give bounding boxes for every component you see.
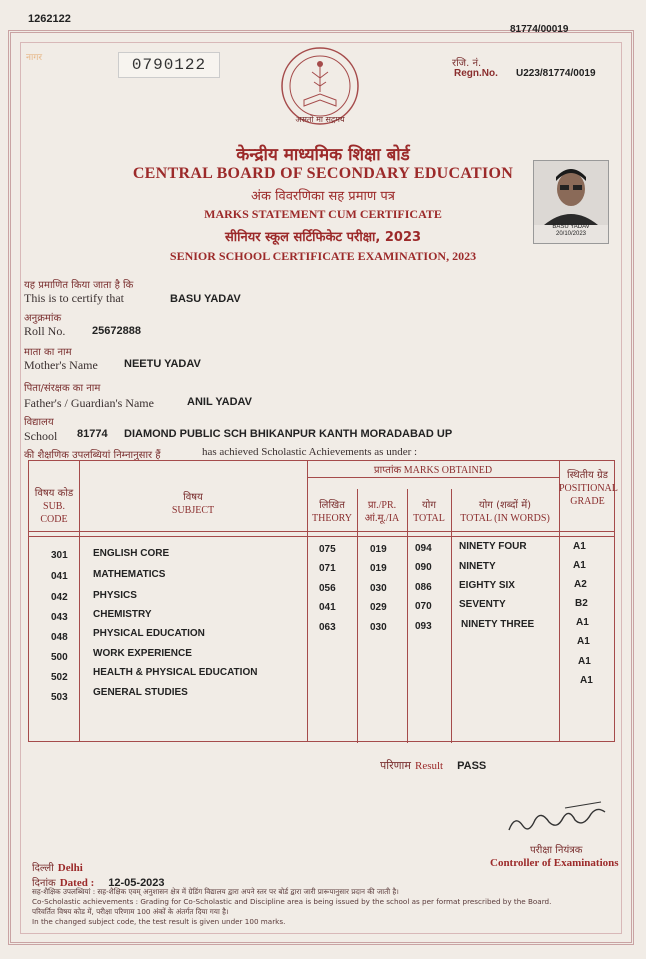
row-grade: A1 bbox=[573, 560, 586, 571]
row-code: 500 bbox=[51, 652, 68, 663]
row-practical: 030 bbox=[370, 622, 387, 633]
row-total: 093 bbox=[415, 621, 432, 632]
header-total: योग TOTAL bbox=[413, 500, 445, 524]
row-total: 070 bbox=[415, 601, 432, 612]
achievement-label-hindi: की शैक्षणिक उपलब्धियां निम्नानुसार हैं bbox=[24, 450, 161, 461]
achievement-label: has achieved Scholastic Achievements as under : bbox=[202, 446, 418, 458]
certify-label: This is to certify that bbox=[24, 291, 124, 305]
footnotes bbox=[32, 887, 632, 927]
row-practical: 030 bbox=[370, 583, 387, 594]
mother-label: Mother's Name bbox=[24, 358, 98, 372]
row-theory: 075 bbox=[319, 544, 336, 555]
marks-table bbox=[28, 460, 618, 742]
row-total: 094 bbox=[415, 543, 432, 554]
row-grade: A1 bbox=[580, 675, 593, 686]
header-total-words: योग (शब्दों में) TOTAL (IN WORDS) bbox=[460, 500, 550, 524]
row-total-words: SEVENTY bbox=[459, 599, 506, 610]
controller-signature bbox=[505, 800, 615, 840]
note-hindi-1: सह-शैक्षिक उपलब्धियां : सह-शैक्षिक एवम् अनुशासन क्षेत्र में ग्रेडिंग विद्यालय द्वारा अपने स्तर पर बोर्ड द्वारा जारी प्रारूपानुसार प्रदान की जाती है। bbox=[32, 887, 399, 896]
controller-title: Controller of Examinations bbox=[490, 857, 619, 869]
result-value: PASS bbox=[457, 760, 487, 772]
certify-label-hindi: यह प्रमाणित किया जाता है कि bbox=[24, 280, 134, 291]
row-code: 503 bbox=[51, 692, 68, 703]
row-subject: ENGLISH CORE bbox=[93, 548, 170, 559]
dated-row: दिनांक Dated : 12-05-2023 bbox=[32, 877, 165, 889]
row-total-words: NINETY FOUR bbox=[459, 541, 527, 552]
row-code: 043 bbox=[51, 612, 68, 623]
student-portrait-icon bbox=[534, 161, 608, 225]
exam-title: SENIOR SCHOOL CERTIFICATE EXAMINATION, 2023 bbox=[169, 249, 477, 263]
row-subject: WORK EXPERIENCE bbox=[93, 648, 192, 659]
top-right-number: 81774/00019 bbox=[510, 24, 569, 35]
father-label-hindi: पिता/संरक्षक का नाम bbox=[24, 383, 101, 394]
board-name: CENTRAL BOARD OF SECONDARY EDUCATION bbox=[132, 165, 514, 182]
mother-name: NEETU YADAV bbox=[124, 358, 201, 370]
header-practical: प्रा./PR. आं.मू./IA bbox=[364, 500, 400, 524]
place: दिल्ली Delhi bbox=[32, 862, 83, 874]
row-code: 048 bbox=[51, 632, 68, 643]
row-practical: 029 bbox=[370, 602, 387, 613]
row-theory: 071 bbox=[319, 563, 336, 574]
school-name: DIAMOND PUBLIC SCH BHIKANPUR KANTH MORADABAD UP bbox=[124, 428, 453, 440]
regn-number: U223/81774/0019 bbox=[516, 68, 596, 79]
row-subject: PHYSICAL EDUCATION bbox=[93, 628, 205, 639]
father-name: ANIL YADAV bbox=[187, 396, 253, 408]
row-subject: PHYSICS bbox=[93, 590, 137, 601]
issue-date: 12-05-2023 bbox=[108, 877, 165, 889]
row-grade: A1 bbox=[576, 617, 589, 628]
note-english-2: In the changed subject code, the test result is given under 100 marks. bbox=[32, 917, 286, 926]
board-name-hindi: केन्द्रीय माध्यमिक शिक्षा बोर्ड bbox=[236, 145, 410, 165]
row-theory: 041 bbox=[319, 602, 336, 613]
top-left-number: 1262122 bbox=[28, 13, 71, 25]
note-english-1: Co-Scholastic achievements : Grading for Co-Scholastic and Discipline area is being issued by the school as per format prescribed by the Board. bbox=[32, 897, 552, 906]
school-code: 81774 bbox=[77, 428, 108, 440]
regn-label-hindi: रजि. नं. bbox=[452, 58, 482, 69]
row-subject: GENERAL STUDIES bbox=[93, 687, 188, 698]
row-total-words: NINETY THREE bbox=[461, 619, 535, 630]
student-photo bbox=[533, 160, 609, 244]
row-code: 301 bbox=[51, 550, 68, 561]
row-total: 090 bbox=[415, 562, 432, 573]
faint-stamp: नागर bbox=[26, 52, 43, 62]
note-hindi-2: परिवर्तित विषय कोड में, परीक्षा परिणाम 100 अंकों के अंतर्गत दिया गया है। bbox=[32, 907, 229, 916]
header-sub-code: विषय कोड SUB. CODE bbox=[34, 488, 74, 525]
father-label: Father's / Guardian's Name bbox=[24, 396, 154, 410]
student-name: BASU YADAV bbox=[170, 293, 241, 305]
cert-title-hindi: अंक विवरणिका सह प्रमाण पत्र bbox=[251, 189, 395, 204]
header-marks-obtained: प्राप्तांक MARKS OBTAINED bbox=[373, 465, 493, 476]
row-code: 502 bbox=[51, 672, 68, 683]
result-row: परिणाम Result PASS bbox=[380, 759, 487, 772]
mother-label-hindi: माता का नाम bbox=[24, 347, 72, 358]
row-grade: B2 bbox=[575, 598, 588, 609]
regn-label: Regn.No. bbox=[454, 68, 498, 79]
exam-title-hindi: सीनियर स्कूल सर्टिफिकेट परीक्षा, 2023 bbox=[224, 230, 422, 245]
serial-number: 0790122 bbox=[118, 52, 220, 78]
controller-hindi: परीक्षा नियंत्रक bbox=[530, 845, 583, 856]
row-practical: 019 bbox=[370, 544, 387, 555]
roll-label: Roll No. bbox=[24, 324, 66, 338]
header-subject: विषय SUBJECT bbox=[171, 492, 215, 516]
row-total-words: EIGHTY SIX bbox=[459, 580, 515, 591]
cert-title: MARKS STATEMENT CUM CERTIFICATE bbox=[204, 207, 442, 221]
logo-motto: असतो मा सद्गमय bbox=[295, 115, 345, 124]
row-total: 086 bbox=[415, 582, 432, 593]
row-practical: 019 bbox=[370, 563, 387, 574]
row-theory: 063 bbox=[319, 622, 336, 633]
photo-caption: BASU YADAV 20/10/2023 bbox=[552, 224, 590, 237]
signature-icon bbox=[505, 800, 615, 840]
school-label-hindi: विद्यालय bbox=[24, 417, 54, 428]
row-theory: 056 bbox=[319, 583, 336, 594]
roll-label-hindi: अनुक्रमांक bbox=[24, 313, 62, 324]
roll-number: 25672888 bbox=[92, 325, 141, 337]
row-code: 042 bbox=[51, 592, 68, 603]
header-grade: स्थितीय ग्रेड POSITIONAL GRADE bbox=[559, 470, 618, 507]
row-total-words: NINETY bbox=[459, 561, 496, 572]
row-subject: MATHEMATICS bbox=[93, 569, 166, 580]
row-grade: A1 bbox=[578, 656, 591, 667]
row-grade: A1 bbox=[577, 636, 590, 647]
row-subject: HEALTH & PHYSICAL EDUCATION bbox=[93, 667, 258, 678]
row-grade: A1 bbox=[573, 541, 586, 552]
row-grade: A2 bbox=[574, 579, 587, 590]
row-subject: CHEMISTRY bbox=[93, 609, 152, 620]
row-code: 041 bbox=[51, 571, 68, 582]
school-label: School bbox=[24, 429, 58, 443]
header-theory: लिखित THEORY bbox=[312, 500, 352, 524]
